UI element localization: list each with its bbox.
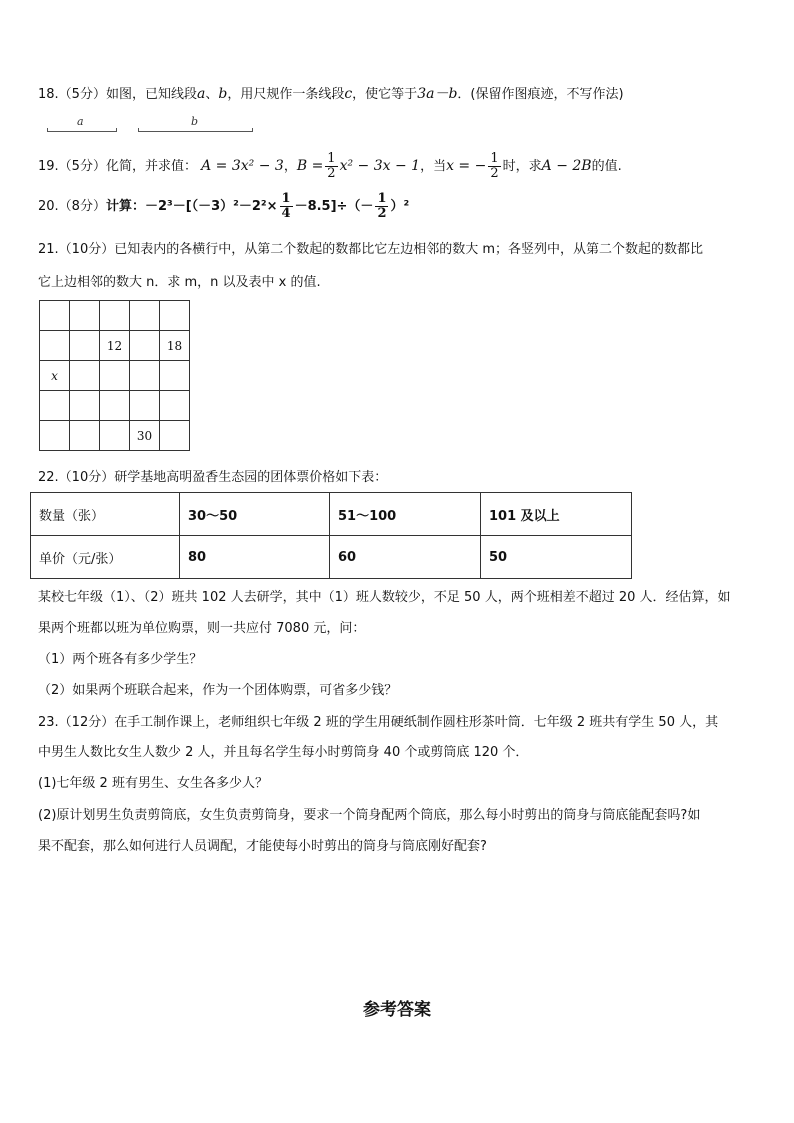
- grid-cell: [100, 361, 130, 391]
- price-cell: 50: [481, 536, 632, 579]
- question-text: ，用尺规作一条线段: [227, 87, 345, 102]
- question-text: 化简，并求值：: [105, 159, 197, 174]
- grid-cell: [70, 301, 100, 331]
- grid-cell: [100, 391, 130, 421]
- question-text: 如图，已知线段: [105, 87, 197, 102]
- question-text: 计算：－2³－[（－3）²－2²×: [105, 199, 278, 214]
- grid-cell: [130, 361, 160, 391]
- grid-row: [40, 301, 190, 331]
- price-row: [31, 536, 632, 579]
- numerator: 1: [490, 151, 499, 166]
- grid-cell: [160, 301, 190, 331]
- price-cell: 80: [180, 536, 330, 579]
- price-row: [31, 493, 632, 536]
- segment-b-label: b: [191, 115, 199, 128]
- fraction: [488, 152, 500, 181]
- expression-a: A = 3x² − 3: [201, 158, 284, 174]
- grid-row: [40, 331, 190, 361]
- grid-cell: [100, 421, 130, 451]
- question-21-line-2: 它上边相邻的数大 n．求 m，n 以及表中 x 的值.: [38, 275, 321, 290]
- price-cell: 单价（元/张）: [31, 536, 180, 579]
- question-text: ，当: [420, 159, 447, 174]
- denominator: 2: [377, 206, 387, 221]
- question-21-line-1: 21.（10分）已知表内的各横行中，从第二个数起的数都比它左边相邻的数大 m；各竖列中，从第二个数起的数都比: [38, 242, 704, 257]
- question-text: 的值.: [591, 159, 622, 174]
- grid-cell: 18: [160, 331, 190, 361]
- denominator: 4: [281, 206, 291, 221]
- denominator: 2: [490, 166, 499, 181]
- question-number: 20.（8分）: [38, 199, 106, 214]
- grid-cell: [40, 301, 70, 331]
- question-text: ）²: [390, 199, 410, 214]
- target-expression: A − 2B: [541, 158, 592, 174]
- grid-row: [40, 361, 190, 391]
- grid-cell: [100, 301, 130, 331]
- question-text: －8.5]÷（－: [294, 199, 374, 214]
- numerator: 1: [327, 151, 336, 166]
- question-23-line-1: 23.（12分）在手工制作课上，老师组织七年级 2 班的学生用硬纸制作圆柱形茶叶筒．七年级 2 班共有学生 50 人，其: [38, 715, 719, 730]
- question-22-sub-2: （2）如果两个班联合起来，作为一个团体购票，可省多少钱？: [38, 683, 398, 698]
- segment-a-label: a: [77, 115, 84, 128]
- grid-cell: [130, 391, 160, 421]
- grid-cell: [160, 421, 190, 451]
- number-grid: [39, 300, 190, 451]
- question-22-sub-1: （1）两个班各有多少学生？: [38, 652, 203, 667]
- price-cell: 60: [330, 536, 481, 579]
- grid-cell: [70, 391, 100, 421]
- segment-b: [138, 131, 253, 132]
- question-number: 18.（5分）: [38, 87, 106, 102]
- grid-cell: [130, 301, 160, 331]
- expression-b-rest: x² − 3x − 1: [339, 158, 421, 174]
- fraction: [325, 152, 337, 181]
- fraction: [375, 192, 388, 221]
- numerator: 1: [281, 191, 291, 206]
- segment-a: [47, 131, 117, 132]
- grid-cell: 30: [130, 421, 160, 451]
- question-23-line-2: 中男生人数比女生人数少 2 人，并且每名学生每小时剪筒身 40 个或剪筒底 120 个．: [38, 745, 529, 760]
- answers-heading: 参考答案: [363, 1000, 431, 1020]
- price-cell: 30～50: [180, 493, 330, 536]
- grid-cell: [70, 421, 100, 451]
- expression-b-lhs: B =: [296, 158, 324, 174]
- grid-cell: [70, 361, 100, 391]
- var-c: c: [344, 86, 353, 102]
- price-table: [30, 492, 632, 579]
- numerator: 1: [377, 191, 387, 206]
- grid-cell: [130, 331, 160, 361]
- x-value-lhs: x = −: [446, 158, 487, 174]
- grid-row: [40, 421, 190, 451]
- var-b: b: [218, 86, 228, 102]
- price-cell: 101 及以上: [481, 493, 632, 536]
- question-23-sub-2a: (2)原计划男生负责剪筒底，女生负责剪筒身，要求一个筒身配两个筒底，那么每小时剪出的筒身与筒底能配套吗?如: [38, 808, 701, 823]
- question-text: ，使它等于: [352, 87, 418, 102]
- var-a: a: [196, 86, 206, 102]
- grid-cell: 12: [100, 331, 130, 361]
- question-text: 时，求: [502, 159, 542, 174]
- question-number: 19.（5分）: [38, 159, 106, 174]
- grid-cell: [160, 391, 190, 421]
- grid-cell: [160, 361, 190, 391]
- separator: 、: [205, 87, 219, 102]
- price-cell: 51～100: [330, 493, 481, 536]
- question-22-para-1: 某校七年级（1）、（2）班共 102 人去研学，其中（1）班人数较少，不足 50 人，两个班相差不超过 20 人．经估算，如: [38, 590, 731, 605]
- question-22-para-2: 果两个班都以班为单位购票，则一共应付 7080 元，问：: [38, 621, 366, 636]
- denominator: 2: [327, 166, 336, 181]
- question-23-sub-2b: 果不配套，那么如何进行人员调配，才能使每小时剪出的筒身与筒底刚好配套?: [38, 839, 487, 854]
- grid-cell: [40, 421, 70, 451]
- price-cell: 数量（张）: [31, 493, 180, 536]
- separator: ，: [283, 159, 297, 174]
- grid-cell: [70, 331, 100, 361]
- question-23-sub-1: (1)七年级 2 班有男生、女生各多少人？: [38, 776, 268, 791]
- question-18: [38, 83, 624, 103]
- question-19: [38, 152, 622, 181]
- fraction: [280, 192, 293, 221]
- grid-cell: [40, 391, 70, 421]
- question-20: [38, 192, 409, 221]
- question-text: ．(保留作图痕迹，不写作法): [457, 87, 624, 102]
- grid-cell: [40, 331, 70, 361]
- grid-row: [40, 391, 190, 421]
- grid-cell: x: [40, 361, 70, 391]
- expression: 3a－b: [417, 86, 458, 102]
- question-22-intro: 22.（10分）研学基地高明盈香生态园的团体票价格如下表：: [38, 470, 388, 485]
